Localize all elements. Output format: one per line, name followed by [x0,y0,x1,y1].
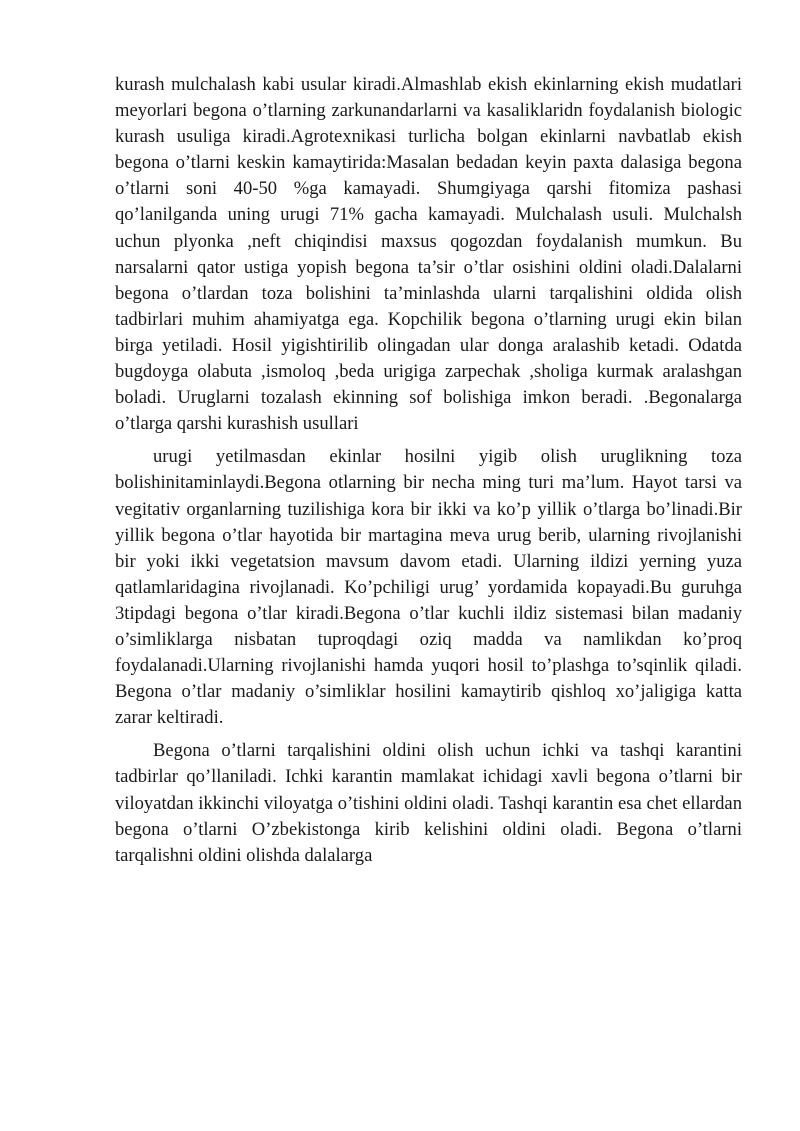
document-body [115,72,742,869]
paragraph-1: kurash mulchalash kabi usular kiradi.Almashlab ekish ekinlarning ekish mudatlari meyorlari begona o’tlarning zarkunandarlarni va kasaliklaridn foydalanish biologic kurash usuliga kiradi.Agrotexnikasi turlicha bolgan ekinlarni navbatlab ekish begona o’tlarni keskin kamaytirida:Masalan bedadan keyin paxta dalasiga begona o’tlarni soni 40-50 %ga kamayadi. Shumgiyaga qarshi fitomiza pashasi qo’lanilganda uning urugi 71% gacha kamayadi. Mulchalash usuli. Mulchalsh uchun plyonka ,neft chiqindisi maxsus qogozdan foydalanish mumkun. Bu narsalarni qator ustiga yopish begona ta’sir o’tlar osishini oldini oladi.Dalalarni begona o’tlardan toza bolishini ta’minlashda ularni tarqalishini oldida olish tadbirlari muhim ahamiyatga ega. Kopchilik begona o’tlarning urugi ekin bilan birga yetiladi. Hosil yigishtirilib olingadan ular donga aralashib ketadi. Odatda bugdoyga olabuta ,ismoloq ,beda urigiga zarpechak ,sholiga kurmak aralashgan boladi. Uruglarni tozalash ekinning sof bolishiga imkon beradi. .Begonalarga o’tlarga qarshi kurashish usullari [115,74,742,435]
paragraph-2: urugi yetilmasdan ekinlar hosilni yigib olish uruglikning toza bolishinitaminlaydi.Begona otlarning bir necha ming turi ma’lum. Hayot tarsi va vegitativ organlarning tuzilishiga kora bir ikki va ko’p yillik o’tlarga bo’linadi.Bir yillik begona o’tlar hayotida bir martagina meva urug berib, ularning rivojlanishi bir yoki ikki vegetatsion mavsum davom etadi. Ularning ildizi yerning yuza qatlamlaridagina rivojlanadi. Ko’pchiligi urug’ yordamida kopayadi.Bu guruhga 3tipdagi begona o’tlar kiradi.Begona o’tlar kuchli ildiz sistemasi bilan madaniy o’simliklarga nisbatan tuproqdagi oziq madda va namlikdan ko’proq foydalanadi.Ularning rivojlanishi hamda yuqori hosil to’plashga to’sqinlik qiladi. Begona o’tlar madaniy o’simliklar hosilini kamaytirib qishloq xo’jaligiga katta zarar keltiradi. [115,446,742,729]
paragraph-3: Begona o’tlarni tarqalishini oldini olish uchun ichki va tashqi karantini tadbirlar qo’llaniladi. Ichki karantin mamlakat ichidagi xavli begona o’tlarni bir viloyatdan ikkinchi viloyatga o’tishini oldini oladi. Tashqi karantin esa chet ellardan begona o’tlarni O’zbekistonga kirib kelishini oldini oladi. Begona o’tlarni tarqalishni oldini olishda dalalarga [115,740,742,866]
